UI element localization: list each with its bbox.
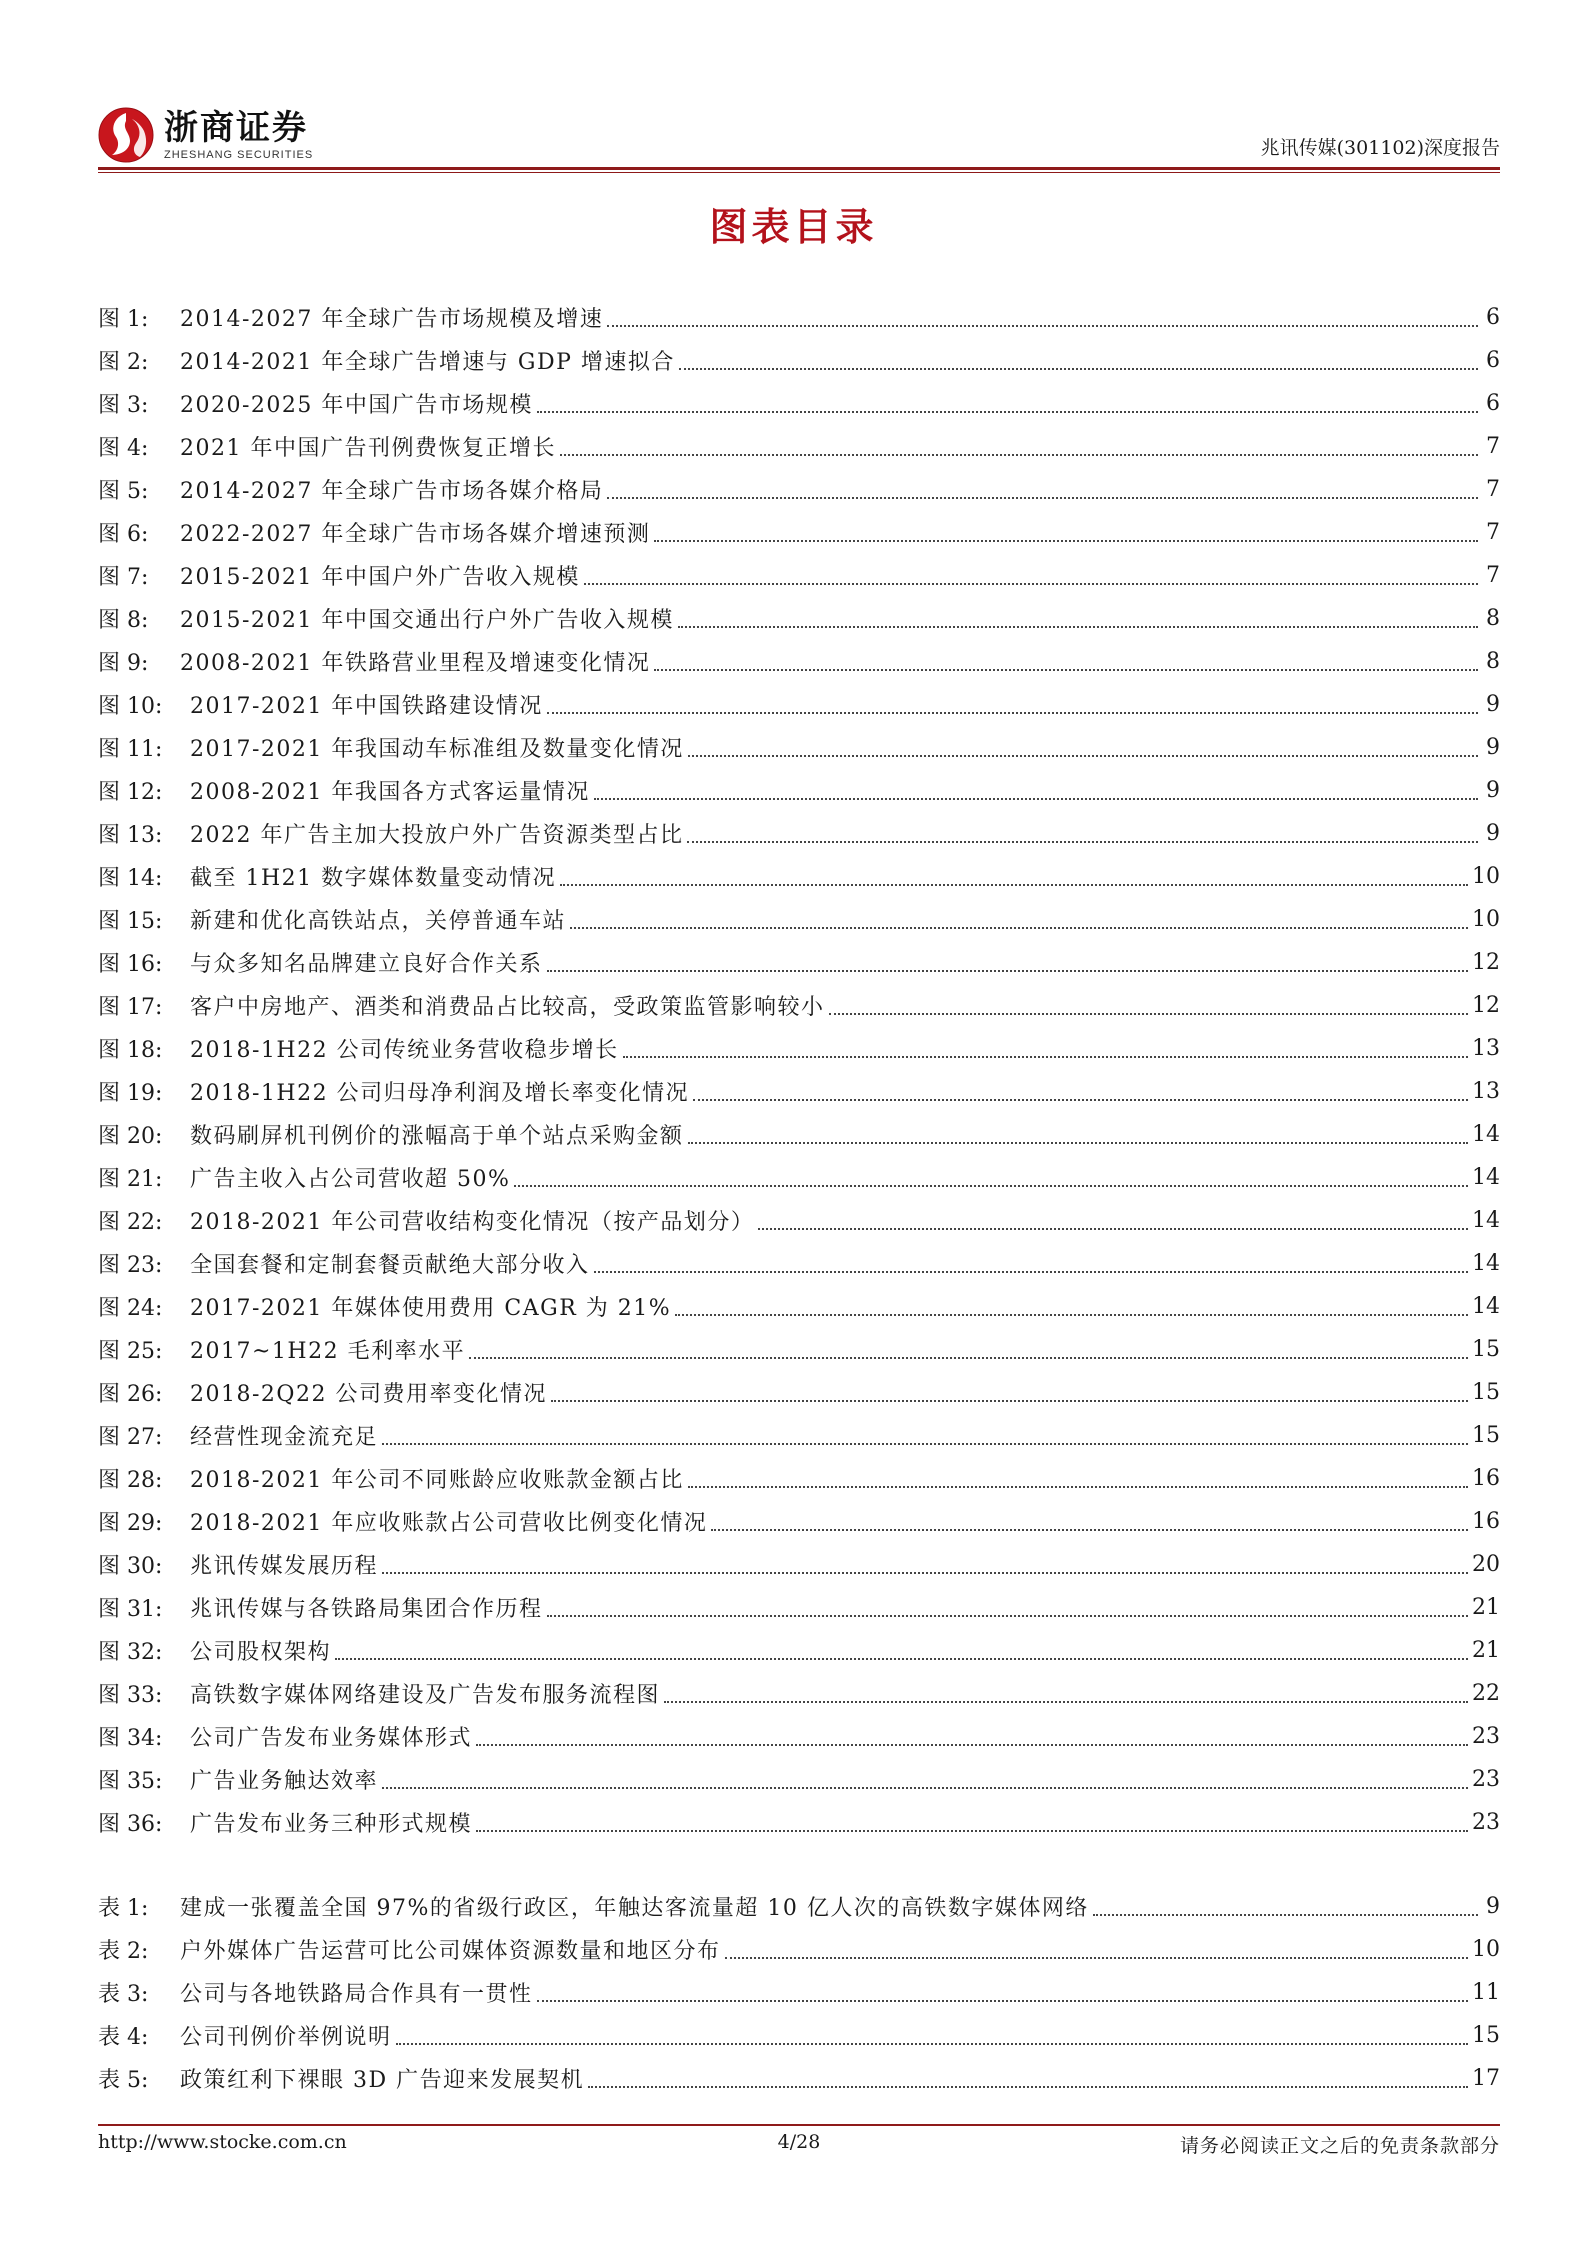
toc-dot-leader bbox=[560, 883, 1468, 886]
toc-dot-leader bbox=[654, 668, 1478, 671]
toc-dot-leader bbox=[607, 324, 1478, 327]
toc-entry-label: 图 10: bbox=[98, 694, 163, 719]
toc-entry-page: 10 bbox=[1472, 1937, 1500, 1962]
logo-english-name: ZHESHANG SECURITIES bbox=[164, 149, 314, 161]
figure-list bbox=[98, 296, 1500, 1844]
toc-entry-page: 14 bbox=[1472, 1251, 1500, 1276]
toc-dot-leader bbox=[664, 1700, 1468, 1703]
toc-entry-title: 2018-1H22 公司归母净利润及增长率变化情况 bbox=[190, 1081, 690, 1106]
toc-entry-label: 图 30: bbox=[98, 1554, 163, 1579]
toc-entry-page: 15 bbox=[1472, 1380, 1500, 1405]
toc-dot-leader bbox=[711, 1528, 1468, 1531]
footer-page-number: 4/28 bbox=[777, 2131, 821, 2153]
toc-entry[interactable] bbox=[98, 683, 1500, 726]
toc-entry[interactable] bbox=[98, 1199, 1500, 1242]
toc-entry-title: 新建和优化高铁站点，关停普通车站 bbox=[190, 909, 567, 934]
toc-entry[interactable] bbox=[98, 2057, 1500, 2100]
toc-entry-label: 图 17: bbox=[98, 995, 163, 1020]
toc-dot-leader bbox=[570, 926, 1468, 929]
toc-entry-title: 2015-2021 年中国交通出行户外广告收入规模 bbox=[180, 608, 674, 633]
toc-entry-label: 图 13: bbox=[98, 823, 163, 848]
toc-entry[interactable] bbox=[98, 1027, 1500, 1070]
toc-entry[interactable] bbox=[98, 468, 1500, 511]
toc-dot-leader bbox=[584, 582, 1478, 585]
toc-dot-leader bbox=[560, 453, 1478, 456]
toc-entry-label: 图 7: bbox=[98, 565, 149, 590]
toc-entry-title: 高铁数字媒体网络建设及广告发布服务流程图 bbox=[190, 1683, 661, 1708]
toc-entry-title: 广告发布业务三种形式规模 bbox=[190, 1812, 473, 1837]
toc-entry-title: 2008-2021 年我国各方式客运量情况 bbox=[190, 780, 590, 805]
toc-entry-page: 12 bbox=[1472, 993, 1500, 1018]
toc-dot-leader bbox=[335, 1657, 1468, 1660]
page-footer bbox=[98, 2131, 1500, 2161]
toc-entry-title: 政策红利下裸眼 3D 广告迎来发展契机 bbox=[180, 2068, 585, 2093]
toc-entry-page: 6 bbox=[1486, 391, 1500, 416]
toc-entry-page: 22 bbox=[1472, 1681, 1500, 1706]
toc-dot-leader bbox=[537, 1999, 1468, 2002]
toc-dot-leader bbox=[675, 1313, 1468, 1316]
toc-entry[interactable] bbox=[98, 769, 1500, 812]
toc-entry-page: 13 bbox=[1472, 1079, 1500, 1104]
toc-entry-title: 2017~1H22 毛利率水平 bbox=[190, 1339, 466, 1364]
toc-entry-label: 图 12: bbox=[98, 780, 163, 805]
logo-chinese-name: 浙商证券 bbox=[164, 108, 308, 148]
toc-entry-page: 7 bbox=[1486, 563, 1500, 588]
footer-url-link[interactable]: http://www.stocke.com.cn bbox=[98, 2131, 347, 2153]
toc-entry-title: 2018-2Q22 公司费用率变化情况 bbox=[190, 1382, 547, 1407]
toc-entry[interactable] bbox=[98, 1328, 1500, 1371]
toc-entry-page: 23 bbox=[1472, 1724, 1500, 1749]
toc-entry-label: 图 8: bbox=[98, 608, 149, 633]
toc-entry-page: 17 bbox=[1472, 2066, 1500, 2091]
toc-entry-page: 9 bbox=[1486, 1894, 1500, 1919]
toc-entry-title: 全国套餐和定制套餐贡献绝大部分收入 bbox=[190, 1253, 590, 1278]
toc-entry[interactable] bbox=[98, 425, 1500, 468]
toc-dot-leader bbox=[687, 840, 1478, 843]
toc-dot-leader bbox=[537, 410, 1478, 413]
toc-entry-title: 2018-2021 年公司营收结构变化情况（按产品划分） bbox=[190, 1210, 755, 1235]
toc-dot-leader bbox=[758, 1227, 1468, 1230]
toc-entry-label: 图 33: bbox=[98, 1683, 163, 1708]
footer-disclaimer: 请务必阅读正文之后的免责条款部分 bbox=[1179, 2135, 1500, 2157]
toc-entry[interactable] bbox=[98, 640, 1500, 683]
toc-dot-leader bbox=[396, 2042, 1468, 2045]
toc-entry-label: 图 11: bbox=[98, 737, 163, 762]
header-divider bbox=[98, 167, 1500, 170]
toc-entry-title: 2017-2021 年中国铁路建设情况 bbox=[190, 694, 543, 719]
toc-entry[interactable] bbox=[98, 339, 1500, 382]
toc-dot-leader bbox=[654, 539, 1478, 542]
toc-entry[interactable] bbox=[98, 1285, 1500, 1328]
toc-entry-title: 2018-2021 年应收账款占公司营收比例变化情况 bbox=[190, 1511, 708, 1536]
toc-entry-page: 21 bbox=[1472, 1595, 1500, 1620]
toc-entry[interactable] bbox=[98, 1371, 1500, 1414]
toc-entry-page: 9 bbox=[1486, 778, 1500, 803]
toc-dot-leader bbox=[547, 969, 1468, 972]
toc-entry[interactable] bbox=[98, 855, 1500, 898]
toc-entry-title: 2014-2027 年全球广告市场各媒介格局 bbox=[180, 479, 604, 504]
toc-entry[interactable] bbox=[98, 1885, 1500, 1928]
toc-entry-title: 2020-2025 年中国广告市场规模 bbox=[180, 393, 533, 418]
toc-entry[interactable] bbox=[98, 1113, 1500, 1156]
toc-dot-leader bbox=[476, 1743, 1468, 1746]
toc-dot-leader bbox=[693, 1098, 1468, 1101]
toc-entry-title: 2021 年中国广告刊例费恢复正增长 bbox=[180, 436, 556, 461]
toc-entry[interactable] bbox=[98, 1500, 1500, 1543]
toc-entry[interactable] bbox=[98, 511, 1500, 554]
toc-entry[interactable] bbox=[98, 296, 1500, 339]
toc-entry[interactable] bbox=[98, 726, 1500, 769]
toc-entry-title: 2017-2021 年我国动车标准组及数量变化情况 bbox=[190, 737, 684, 762]
header-divider-thin bbox=[98, 172, 1500, 173]
toc-entry-label: 图 35: bbox=[98, 1769, 163, 1794]
toc-entry-title: 2022-2027 年全球广告市场各媒介增速预测 bbox=[180, 522, 651, 547]
toc-dot-leader bbox=[476, 1829, 1468, 1832]
toc-entry[interactable] bbox=[98, 1715, 1500, 1758]
toc-entry[interactable] bbox=[98, 941, 1500, 984]
toc-entry-title: 兆讯传媒发展历程 bbox=[190, 1554, 379, 1579]
toc-entry[interactable] bbox=[98, 1070, 1500, 1113]
toc-entry-title: 广告业务触达效率 bbox=[190, 1769, 379, 1794]
toc-entry[interactable] bbox=[98, 1629, 1500, 1672]
toc-entry-label: 表 2: bbox=[98, 1939, 149, 1964]
toc-entry-page: 20 bbox=[1472, 1552, 1500, 1577]
toc-dot-leader bbox=[688, 1485, 1468, 1488]
toc-entry-page: 10 bbox=[1472, 907, 1500, 932]
table-list bbox=[98, 1885, 1500, 2100]
page-header bbox=[98, 100, 1500, 170]
toc-entry-page: 23 bbox=[1472, 1767, 1500, 1792]
toc-entry-label: 图 2: bbox=[98, 350, 149, 375]
toc-entry-label: 表 1: bbox=[98, 1896, 149, 1921]
toc-dot-leader bbox=[588, 2085, 1468, 2088]
toc-entry-title: 2018-1H22 公司传统业务营收稳步增长 bbox=[190, 1038, 619, 1063]
toc-entry-title: 2018-2021 年公司不同账龄应收账款金额占比 bbox=[190, 1468, 684, 1493]
footer-divider bbox=[98, 2124, 1500, 2126]
toc-dot-leader bbox=[382, 1571, 1468, 1574]
toc-entry-label: 图 15: bbox=[98, 909, 163, 934]
toc-dot-leader bbox=[688, 1141, 1468, 1144]
toc-entry-label: 图 26: bbox=[98, 1382, 163, 1407]
toc-dot-leader bbox=[551, 1399, 1468, 1402]
toc-entry[interactable] bbox=[98, 2014, 1500, 2057]
toc-entry-page: 11 bbox=[1472, 1980, 1500, 2005]
toc-entry[interactable] bbox=[98, 1242, 1500, 1285]
toc-entry-title: 建成一张覆盖全国 97%的省级行政区，年触达客流量超 10 亿人次的高铁数字媒体网络 bbox=[180, 1896, 1089, 1921]
toc-entry[interactable] bbox=[98, 984, 1500, 1027]
toc-entry[interactable] bbox=[98, 1586, 1500, 1629]
toc-entry-label: 图 9: bbox=[98, 651, 149, 676]
toc-entry-title: 与众多知名品牌建立良好合作关系 bbox=[190, 952, 543, 977]
toc-dot-leader bbox=[547, 1614, 1468, 1617]
toc-entry-label: 图 27: bbox=[98, 1425, 163, 1450]
toc-entry-page: 10 bbox=[1472, 864, 1500, 889]
toc-entry-label: 表 3: bbox=[98, 1982, 149, 2007]
toc-entry-page: 12 bbox=[1472, 950, 1500, 975]
toc-entry[interactable] bbox=[98, 597, 1500, 640]
toc-entry-page: 16 bbox=[1472, 1466, 1500, 1491]
toc-entry[interactable] bbox=[98, 1758, 1500, 1801]
toc-entry-title: 2022 年广告主加大投放户外广告资源类型占比 bbox=[190, 823, 684, 848]
toc-entry-page: 15 bbox=[1472, 2023, 1500, 2048]
toc-dot-leader bbox=[594, 1270, 1468, 1273]
toc-entry-page: 9 bbox=[1486, 735, 1500, 760]
toc-dot-leader bbox=[725, 1956, 1468, 1959]
toc-dot-leader bbox=[829, 1012, 1468, 1015]
toc-entry-page: 14 bbox=[1472, 1165, 1500, 1190]
toc-entry-label: 图 21: bbox=[98, 1167, 163, 1192]
toc-entry-page: 15 bbox=[1472, 1423, 1500, 1448]
toc-entry-title: 截至 1H21 数字媒体数量变动情况 bbox=[190, 866, 557, 891]
toc-entry-title: 客户中房地产、酒类和消费品占比较高，受政策监管影响较小 bbox=[190, 995, 825, 1020]
toc-entry-page: 14 bbox=[1472, 1122, 1500, 1147]
toc-entry-page: 15 bbox=[1472, 1337, 1500, 1362]
toc-entry-page: 23 bbox=[1472, 1810, 1500, 1835]
toc-entry-title: 2008-2021 年铁路营业里程及增速变化情况 bbox=[180, 651, 651, 676]
toc-entry-page: 14 bbox=[1472, 1208, 1500, 1233]
toc-dot-leader bbox=[623, 1055, 1468, 1058]
toc-dot-leader bbox=[607, 496, 1478, 499]
toc-entry-label: 图 24: bbox=[98, 1296, 163, 1321]
toc-entry-label: 图 18: bbox=[98, 1038, 163, 1063]
toc-entry-page: 9 bbox=[1486, 821, 1500, 846]
toc-entry-label: 图 19: bbox=[98, 1081, 163, 1106]
toc-entry-title: 2014-2021 年全球广告增速与 GDP 增速拟合 bbox=[180, 350, 675, 375]
toc-entry-label: 图 20: bbox=[98, 1124, 163, 1149]
toc-entry[interactable] bbox=[98, 1543, 1500, 1586]
toc-entry-title: 2014-2027 年全球广告市场规模及增速 bbox=[180, 307, 604, 332]
toc-entry-label: 图 3: bbox=[98, 393, 149, 418]
toc-entry[interactable] bbox=[98, 1971, 1500, 2014]
toc-dot-leader bbox=[514, 1184, 1468, 1187]
toc-entry-label: 图 16: bbox=[98, 952, 163, 977]
report-title: 兆讯传媒(301102)深度报告 bbox=[1260, 137, 1500, 159]
toc-entry-page: 9 bbox=[1486, 692, 1500, 717]
toc-entry-title: 数码刷屏机刊例价的涨幅高于单个站点采购金额 bbox=[190, 1124, 684, 1149]
toc-entry-title: 2015-2021 年中国户外广告收入规模 bbox=[180, 565, 580, 590]
toc-entry-page: 13 bbox=[1472, 1036, 1500, 1061]
toc-entry-title: 公司刊例价举例说明 bbox=[180, 2025, 392, 2050]
toc-entry-label: 图 14: bbox=[98, 866, 163, 891]
toc-entry-label: 图 29: bbox=[98, 1511, 163, 1536]
toc-dot-leader bbox=[688, 754, 1478, 757]
toc-entry[interactable] bbox=[98, 554, 1500, 597]
toc-entry-page: 16 bbox=[1472, 1509, 1500, 1534]
toc-entry-label: 表 5: bbox=[98, 2068, 149, 2093]
toc-entry-page: 7 bbox=[1486, 434, 1500, 459]
brand-logo bbox=[98, 100, 313, 170]
toc-entry[interactable] bbox=[98, 1414, 1500, 1457]
toc-entry[interactable] bbox=[98, 382, 1500, 425]
toc-entry-label: 图 32: bbox=[98, 1640, 163, 1665]
toc-entry-label: 图 23: bbox=[98, 1253, 163, 1278]
toc-entry-label: 图 6: bbox=[98, 522, 149, 547]
logo-wordmark bbox=[164, 108, 313, 162]
toc-entry-label: 图 36: bbox=[98, 1812, 163, 1837]
toc-entry[interactable] bbox=[98, 898, 1500, 941]
toc-entry-label: 图 22: bbox=[98, 1210, 163, 1235]
zheshang-logo-icon bbox=[98, 107, 154, 163]
toc-entry-title: 户外媒体广告运营可比公司媒体资源数量和地区分布 bbox=[180, 1939, 721, 1964]
toc-entry-label: 图 28: bbox=[98, 1468, 163, 1493]
toc-dot-leader bbox=[1093, 1913, 1478, 1916]
toc-entry-label: 图 34: bbox=[98, 1726, 163, 1751]
toc-entry-title: 兆讯传媒与各铁路局集团合作历程 bbox=[190, 1597, 543, 1622]
toc-entry[interactable] bbox=[98, 812, 1500, 855]
toc-entry[interactable] bbox=[98, 1457, 1500, 1500]
toc-entry[interactable] bbox=[98, 1801, 1500, 1844]
toc-dot-leader bbox=[594, 797, 1478, 800]
toc-entry-page: 7 bbox=[1486, 520, 1500, 545]
toc-entry-title: 公司股权架构 bbox=[190, 1640, 332, 1665]
toc-entry-title: 经营性现金流充足 bbox=[190, 1425, 379, 1450]
toc-entry-page: 7 bbox=[1486, 477, 1500, 502]
page-title: 图表目录 bbox=[709, 205, 878, 249]
toc-entry-page: 8 bbox=[1486, 606, 1500, 631]
toc-entry-label: 图 4: bbox=[98, 436, 149, 461]
toc-dot-leader bbox=[547, 711, 1478, 714]
toc-entry-label: 表 4: bbox=[98, 2025, 149, 2050]
toc-entry-title: 2017-2021 年媒体使用费用 CAGR 为 21% bbox=[190, 1296, 672, 1321]
toc-entry-label: 图 5: bbox=[98, 479, 149, 504]
toc-dot-leader bbox=[382, 1442, 1468, 1445]
toc-dot-leader bbox=[469, 1356, 1468, 1359]
toc-entry-label: 图 31: bbox=[98, 1597, 163, 1622]
toc-entry-page: 6 bbox=[1486, 348, 1500, 373]
toc-entry-title: 公司与各地铁路局合作具有一贯性 bbox=[180, 1982, 533, 2007]
toc-entry-title: 广告主收入占公司营收超 50% bbox=[190, 1167, 511, 1192]
toc-entry-page: 21 bbox=[1472, 1638, 1500, 1663]
toc-dot-leader bbox=[382, 1786, 1468, 1789]
toc-entry-page: 14 bbox=[1472, 1294, 1500, 1319]
toc-entry-page: 8 bbox=[1486, 649, 1500, 674]
toc-entry-label: 图 1: bbox=[98, 307, 149, 332]
toc-dot-leader bbox=[679, 367, 1478, 370]
toc-entry[interactable] bbox=[98, 1672, 1500, 1715]
toc-entry-label: 图 25: bbox=[98, 1339, 163, 1364]
toc-entry-title: 公司广告发布业务媒体形式 bbox=[190, 1726, 473, 1751]
toc-entry[interactable] bbox=[98, 1928, 1500, 1971]
toc-dot-leader bbox=[678, 625, 1478, 628]
toc-entry[interactable] bbox=[98, 1156, 1500, 1199]
toc-entry-page: 6 bbox=[1486, 305, 1500, 330]
